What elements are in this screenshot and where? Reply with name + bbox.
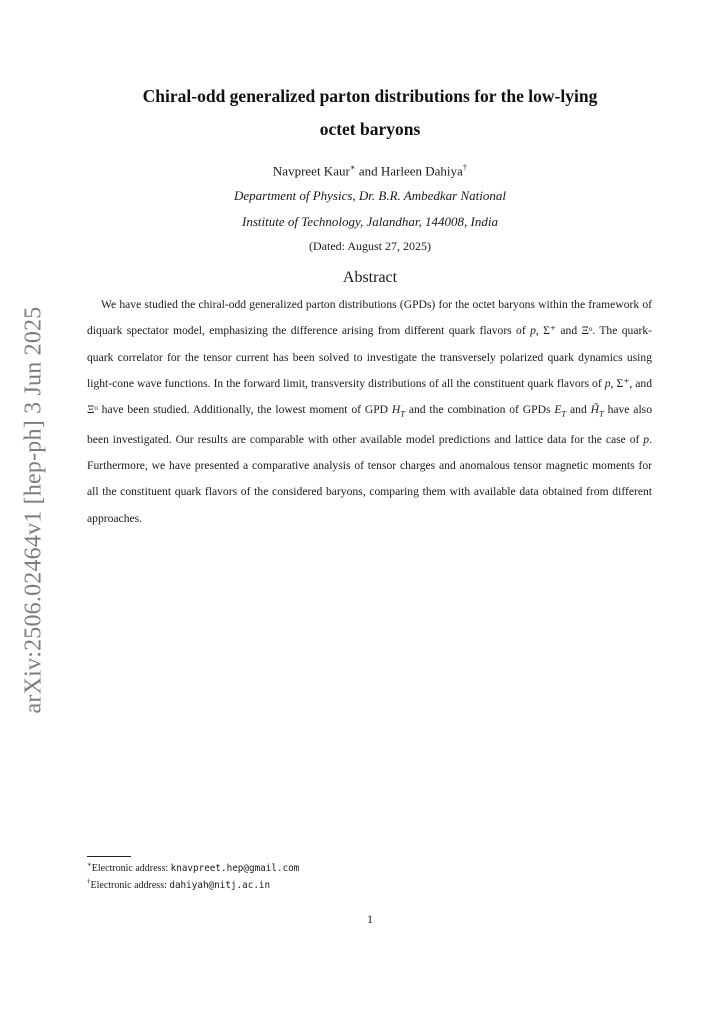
math-subscript: T bbox=[400, 408, 405, 419]
email-link[interactable]: dahiyah@nitj.ac.in bbox=[169, 880, 271, 891]
paper-title bbox=[88, 80, 652, 146]
footnote-divider bbox=[87, 856, 131, 857]
abstract-sentence: . The quark-quark correlator for the tensor current has been solved to investigate the transversely polarized quark dynamics using light-cone wave functions. In the forward limit, transversity distributions of all the constituent quark flavors of bbox=[87, 324, 652, 390]
abstract-sentence: , bbox=[535, 324, 544, 338]
abstract-sentence: have also been investigated. Our results are comparable with other available model predictions and lattice data for the case of bbox=[87, 403, 652, 446]
date-line: (Dated: August 27, 2025) bbox=[309, 239, 431, 253]
email-link[interactable]: knavpreet.hep@gmail.com bbox=[170, 863, 300, 874]
author-name: Navpreet Kaur bbox=[272, 163, 350, 179]
math-symbol: E bbox=[554, 403, 562, 417]
math-symbol: Σ⁺ bbox=[543, 324, 557, 338]
footnotes bbox=[87, 860, 652, 894]
footnote-mark: † bbox=[462, 162, 468, 172]
author-list bbox=[88, 157, 652, 181]
footnote-label: Electronic address: bbox=[90, 880, 170, 891]
title-line-1: Chiral-odd generalized parton distributions for the low-lying bbox=[142, 86, 598, 106]
math-subscript: T bbox=[561, 408, 567, 419]
math-symbol: H bbox=[391, 403, 401, 417]
affiliation bbox=[88, 183, 652, 235]
abstract-sentence: , and bbox=[629, 376, 652, 390]
footnote-item bbox=[87, 860, 652, 877]
footnote-label: Electronic address: bbox=[91, 863, 171, 874]
math-symbol: Σ⁺ bbox=[616, 376, 630, 390]
footnote-mark: ∗ bbox=[87, 860, 92, 869]
footnote-mark: ∗ bbox=[349, 162, 356, 172]
author-conjunction: and bbox=[358, 163, 378, 179]
abstract-sentence: We have studied the chiral-odd generalized parton distributions (GPDs) for the octet baryons within the framework of diquark spectator model, emphasizing the difference arising from different quark flavors of bbox=[87, 298, 652, 338]
abstract-heading: Abstract bbox=[342, 269, 398, 286]
footnote-item bbox=[87, 877, 652, 894]
math-symbol: p bbox=[604, 376, 611, 390]
page-number: 1 bbox=[367, 912, 373, 926]
affiliation-line-2: Institute of Technology, Jalandhar, 144008, India bbox=[242, 214, 498, 229]
math-symbol: p bbox=[530, 324, 536, 338]
abstract-sentence: and bbox=[566, 403, 591, 417]
arxiv-identifier-stamp: arXiv:2506.02464v1 [hep-ph] 3 Jun 2025 bbox=[20, 306, 47, 714]
affiliation-line-1: Department of Physics, Dr. B.R. Ambedkar National bbox=[233, 188, 506, 203]
math-symbol: p bbox=[643, 432, 650, 446]
math-symbol: H̃ bbox=[590, 403, 599, 417]
footnote-mark: † bbox=[87, 877, 91, 886]
math-symbol: Ξᵒ bbox=[87, 403, 98, 417]
abstract-sentence: , bbox=[610, 376, 617, 390]
abstract-sentence: and the combination of GPDs bbox=[404, 403, 555, 417]
abstract-sentence: and bbox=[556, 324, 582, 338]
math-symbol: Ξᵒ bbox=[581, 324, 593, 338]
author-name: Harleen Dahiya bbox=[380, 163, 463, 179]
title-line-2: octet baryons bbox=[319, 119, 421, 139]
abstract-sentence: . Furthermore, we have presented a comparative analysis of tensor charges and anomalous tensor magnetic moments for all the constituent quark flavors of the considered baryons, comparing them with available data obtained from different approaches. bbox=[87, 432, 652, 525]
math-subscript: T bbox=[598, 408, 604, 419]
abstract-text bbox=[87, 292, 652, 532]
abstract-sentence: have been studied. Additionally, the lowest moment of GPD bbox=[97, 403, 392, 417]
